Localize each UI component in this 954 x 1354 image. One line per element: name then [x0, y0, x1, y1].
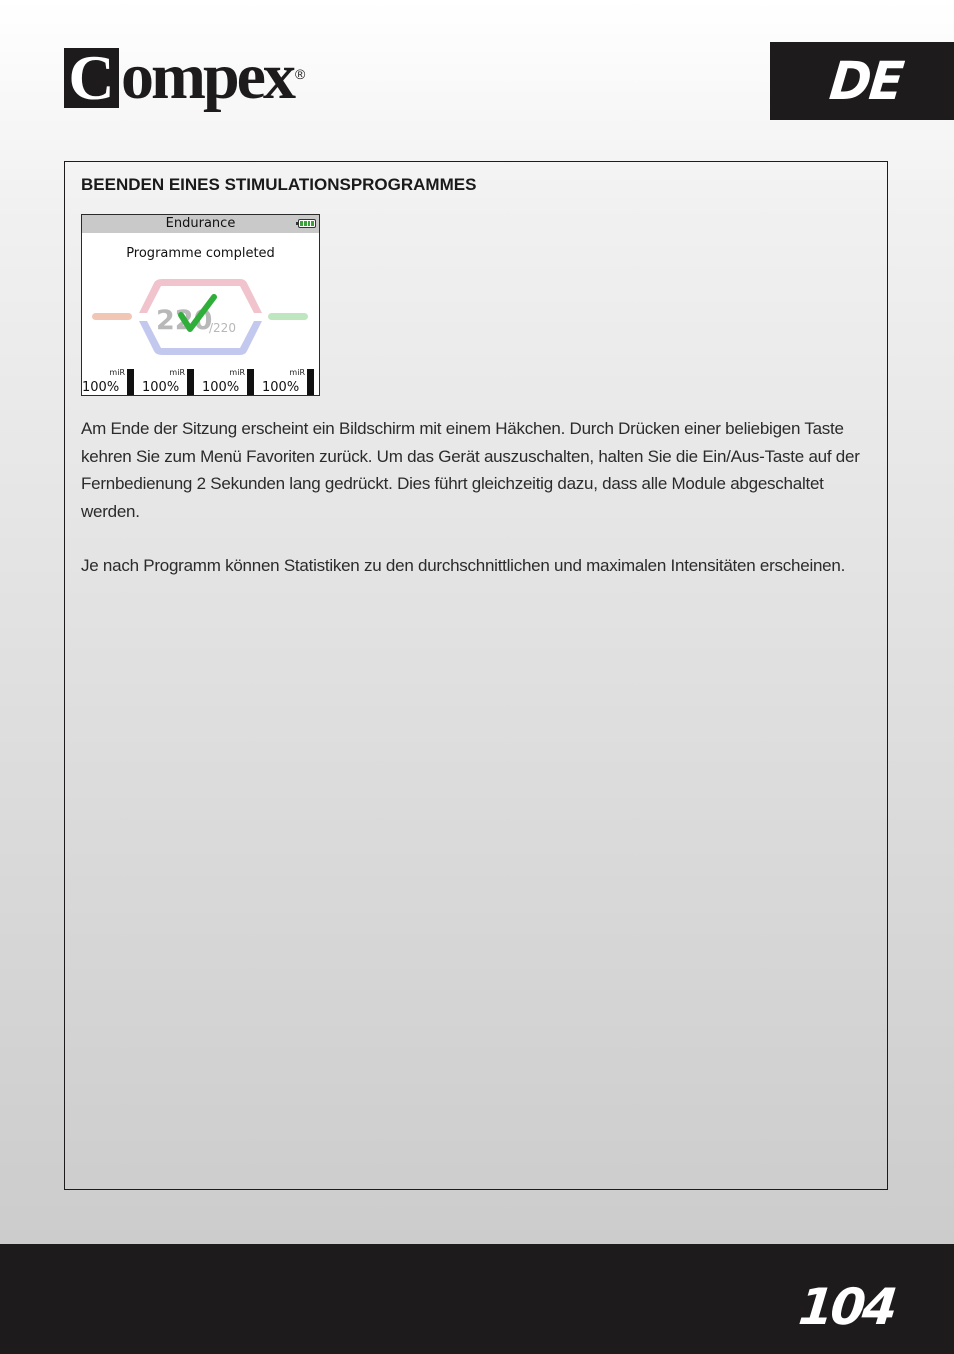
- channel-intensity: 100%: [142, 380, 180, 395]
- section-title: BEENDEN EINES STIMULATIONSPROGRAMMES: [81, 175, 477, 194]
- channel-mode: miR: [289, 368, 305, 377]
- channel-intensity: 100%: [202, 380, 240, 395]
- channel-3: [202, 368, 254, 395]
- channel-mode: miR: [109, 368, 125, 377]
- battery-full-icon: [298, 219, 316, 228]
- paragraph: Am Ende der Sitzung erscheint ein Bildschirm mit einem Häkchen. Durch Drücken einer beliebigen Taste kehren Sie zum Menü Favoriten zurück. Um das Gerät auszuschalten, halten Sie die Ein/Aus-Taste auf der Fernbedienung 2 Sekunden lang gedrückt. Dies führt gleichzeitig dazu, dass alle Module abgeschaltet werden.: [81, 419, 860, 521]
- counter-total: /220: [209, 321, 236, 335]
- channel-mode: miR: [169, 368, 185, 377]
- counter-value: 220: [156, 305, 213, 336]
- program-name: Endurance: [165, 216, 236, 231]
- channel-level-bar: [247, 369, 254, 395]
- footer-bar: [0, 1244, 954, 1354]
- channel-2: [142, 368, 194, 395]
- paragraph: Je nach Programm können Statistiken zu den durchschnittlichen und maximalen Intensitäten erscheinen.: [81, 556, 846, 575]
- brand-logo: [64, 40, 306, 116]
- channel-level-bar: [127, 369, 134, 395]
- channel-1: [82, 368, 134, 395]
- device-screen: [81, 214, 320, 396]
- channel-intensity: 100%: [82, 380, 120, 395]
- logo-wordmark: ompex: [121, 40, 293, 113]
- progress-graphic: [82, 271, 319, 361]
- language-code: DE: [826, 50, 906, 112]
- body-text: [81, 415, 881, 580]
- channel-level-bar: [307, 369, 314, 395]
- device-header: [82, 215, 319, 233]
- channel-intensity: 100%: [262, 380, 300, 395]
- language-tab: [770, 42, 954, 120]
- left-intensity-bar: [92, 313, 132, 320]
- channel-row: [82, 368, 319, 395]
- content-frame: [64, 161, 888, 1190]
- channel-4: [262, 368, 314, 395]
- channel-mode: miR: [229, 368, 245, 377]
- logo-initial: C: [64, 48, 119, 108]
- right-intensity-bar: [268, 313, 308, 320]
- channel-level-bar: [187, 369, 194, 395]
- registered-mark: ®: [294, 66, 306, 82]
- program-status: Programme completed: [126, 246, 275, 261]
- page-number: 104: [795, 1278, 898, 1336]
